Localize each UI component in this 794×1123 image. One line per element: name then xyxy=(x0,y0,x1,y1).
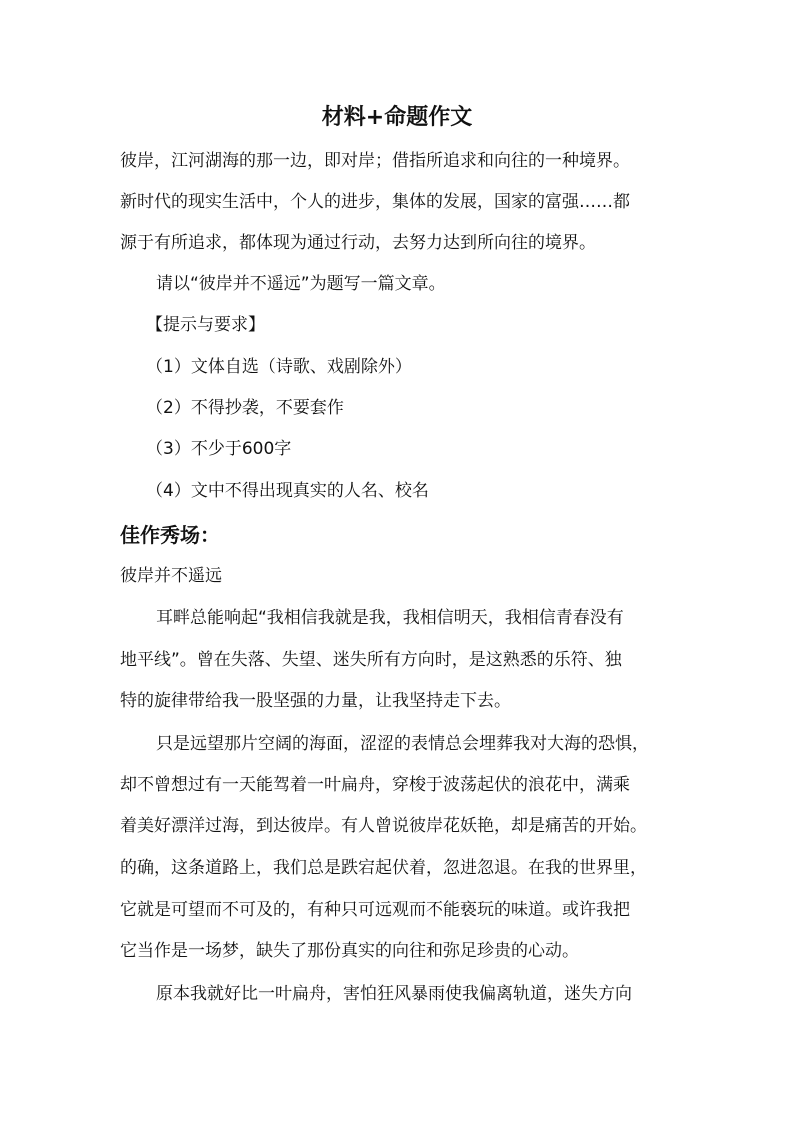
requirements-heading: 【提示与要求】 xyxy=(146,315,265,335)
essay-line: 地平线”。曾在失落、失望、迷失所有方向时，是这熟悉的乐符、独 xyxy=(120,650,622,670)
essay-line: 却不曾想过有一天能驾着一叶扁舟，穿梭于波荡起伏的浪花中，满乘 xyxy=(120,775,630,795)
prompt-instruction: 请以“彼岸并不遥远”为题写一篇文章。 xyxy=(156,274,446,294)
requirement-item: （2）不得抄袭，不要套作 xyxy=(146,398,344,418)
essay-line: 耳畔总能响起“我相信我就是我，我相信明天，我相信青春没有 xyxy=(156,608,624,628)
essay-line: 只是远望那片空阔的海面，涩涩的表情总会埋葬我对大海的恐惧， xyxy=(156,734,649,754)
requirement-item: （4）文中不得出现真实的人名、校名 xyxy=(146,481,429,501)
essay-line: 它当作是一场梦，缺失了那份真实的向往和弥足珍贵的心动。 xyxy=(120,941,579,961)
prompt-line: 新时代的现实生活中，个人的进步，集体的发展，国家的富强……都 xyxy=(120,192,630,212)
showcase-heading: 佳作秀场： xyxy=(120,523,220,547)
essay-title: 彼岸并不遥远 xyxy=(120,566,222,586)
essay-line: 的确，这条道路上，我们总是跌宕起伏着，忽进忽退。在我的世界里， xyxy=(120,858,647,878)
essay-line: 它就是可望而不可及的，有种只可远观而不能亵玩的味道。或许我把 xyxy=(120,900,630,920)
essay-line: 着美好漂洋过海，到达彼岸。有人曾说彼岸花妖艳，却是痛苦的开始。 xyxy=(120,816,647,836)
requirement-item: （1）文体自选（诗歌、戏剧除外） xyxy=(146,357,412,377)
requirement-item: （3）不少于600字 xyxy=(146,439,292,459)
essay-line: 原本我就好比一叶扁舟，害怕狂风暴雨使我偏离轨道，迷失方向 xyxy=(156,984,632,1004)
prompt-line: 彼岸，江河湖海的那一边，即对岸；借指所追求和向往的一种境界。 xyxy=(120,151,630,171)
document-title: 材料+命题作文 xyxy=(321,105,473,130)
prompt-line: 源于有所追求，都体现为通过行动，去努力达到所向往的境界。 xyxy=(120,233,596,253)
essay-line: 特的旋律带给我一股坚强的力量，让我坚持走下去。 xyxy=(120,691,511,711)
